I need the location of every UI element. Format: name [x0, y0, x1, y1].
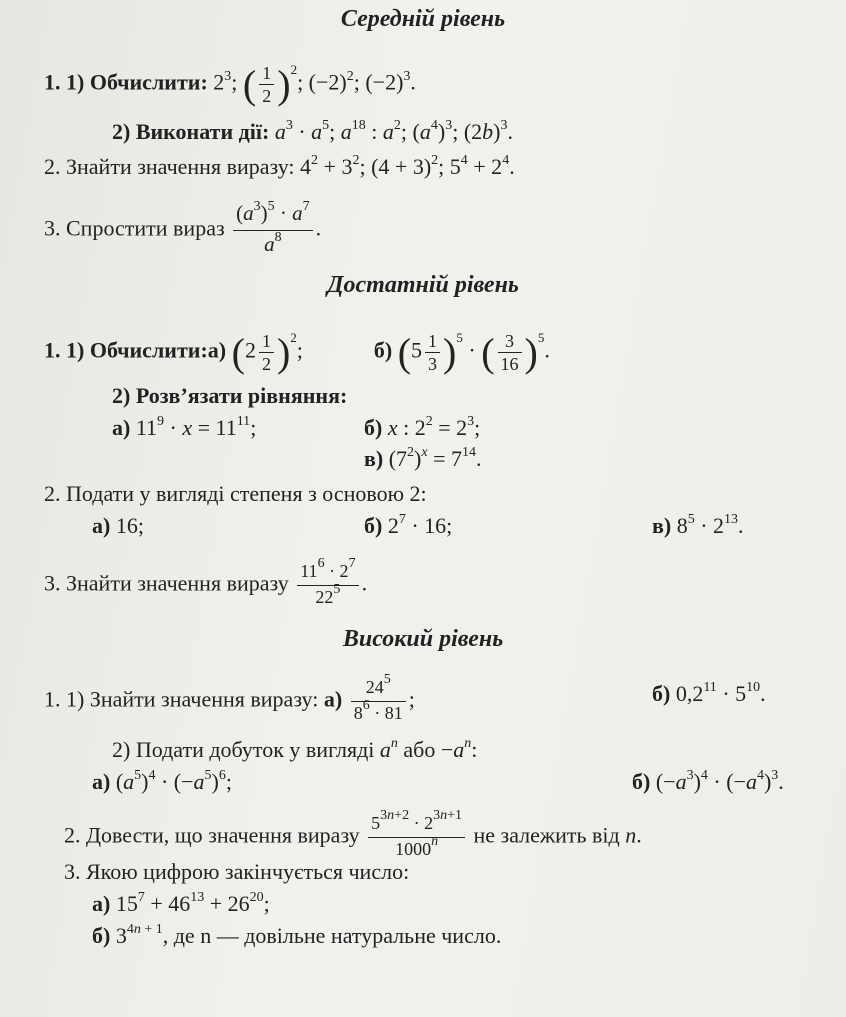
mid-task-3: 3. Спростити вираз $\frac{(a^3)^5 \cdot a^7}{a^8}$ .: [44, 200, 321, 261]
suf-task-1-2-label: 2) Розв’язати рівняння:: [112, 383, 348, 408]
high-task-1-1-label: 1. 1) Знайти значення виразу:: [44, 686, 319, 712]
high-task-2-label: 2. Довести, що значення виразу: [64, 822, 360, 848]
high-task-3-label: 3. Якою цифрою закінчується число:: [64, 859, 410, 884]
suf-task-1-2-c: в) $(7^2)^x = 7^{14}$.: [364, 445, 482, 471]
suf-task-1-2-b: б) x : $2^2 = 2^3$;: [364, 414, 481, 440]
high-task-2-tail: не залежить від: [473, 822, 620, 848]
suf-task-2-a: а) 16;: [92, 513, 144, 538]
high-task-1-1-b: б) $0,2^{11} \cdot 5^{10}$.: [652, 680, 766, 706]
mid-task-3-label: 3. Спростити вираз: [44, 215, 225, 241]
heading-middle-level: Середній рівень: [340, 6, 506, 32]
suf-task-1-1: 1. 1) Обчислити:а) (2 $\frac{1}{2}$ )$^2$; б) (5 $\frac{1}{3}$ )$^5$ · ( $\frac{3}{16}$ )$^5$.: [44, 329, 550, 375]
suf-task-2-label: 2. Подати у вигляді степеня з основою 2:: [44, 481, 427, 506]
mid-task-1-1: 1. 1) Обчислити: $2^3$; ( $\frac{1}{2}$ )$^2$; $(-2)^2$; $(-2)^3$.: [44, 61, 416, 107]
heading-sufficient-level: Достатній рівень: [327, 272, 519, 298]
mid-task-2-label: 2. Знайти значення виразу:: [44, 154, 295, 179]
mid-task-1-1-label: 1. 1) Обчислити:: [44, 69, 208, 95]
suf-task-2-b: б) $2^7 \cdot 16$;: [364, 512, 453, 538]
high-task-1-2-b: б) $(-a^3)^4 \cdot (-a^4)^3$.: [632, 768, 784, 794]
high-task-1-2-a: а) $(a^5)^4 \cdot (-a^5)^6$;: [92, 768, 232, 794]
suf-task-1-2: [112, 382, 347, 410]
suf-task-2-c: в) $8^5 \cdot 2^{13}$.: [652, 512, 744, 538]
suf-task-2: [44, 480, 427, 508]
high-task-3-b: б) $3^{4n + 1}$, де n — довільне натуральне число.: [92, 922, 502, 948]
suf-task-1-2-a: а) $11^9 \cdot x = 11^{11}$;: [112, 414, 257, 440]
high-task-1-1: 1. 1) Знайти значення виразу: а) $\frac{24^5}{8^6 \cdot 81}$ ;: [44, 676, 415, 727]
suf-task-1-1-label: 1. 1) Обчислити:: [44, 337, 208, 363]
mid-task-1-2-label: 2) Виконати дії:: [112, 119, 270, 144]
high-task-3-a: а) $15^7 + 46^{13} + 26^{20}$;: [92, 890, 270, 916]
high-task-1-2: 2) Подати добуток у вигляді $a^n$ або $-a^n$:: [112, 736, 478, 762]
suf-task-3-label: 3. Знайти значення виразу: [44, 570, 289, 596]
mid-task-2: 2. Знайти значення виразу: $4^2 + 3^2$; $(4 + 3)^2$; $5^4 + 2^4$.: [44, 153, 515, 179]
high-task-2: 2. Довести, що значення виразу $\frac{5^{3n+2} \cdot 2^{3n+1}}{1000^n}$ не залежить від n.: [64, 812, 642, 863]
suf-task-3: 3. Знайти значення виразу $\frac{11^6 \cdot 2^7}{22^5}$ .: [44, 560, 367, 611]
high-task-1-2-label: 2) Подати добуток у вигляді: [112, 737, 375, 762]
mid-task-1-2: 2) Виконати дії: $a^3 \cdot a^5$; $a^{18}$ : $a^2$; $(a^4)^3$; $(2b)^3$.: [112, 118, 513, 144]
heading-high-level: Високий рівень: [342, 626, 504, 652]
high-task-3-b-tail: , де n — довільне натуральне число.: [162, 923, 502, 948]
high-task-3: [64, 858, 409, 886]
